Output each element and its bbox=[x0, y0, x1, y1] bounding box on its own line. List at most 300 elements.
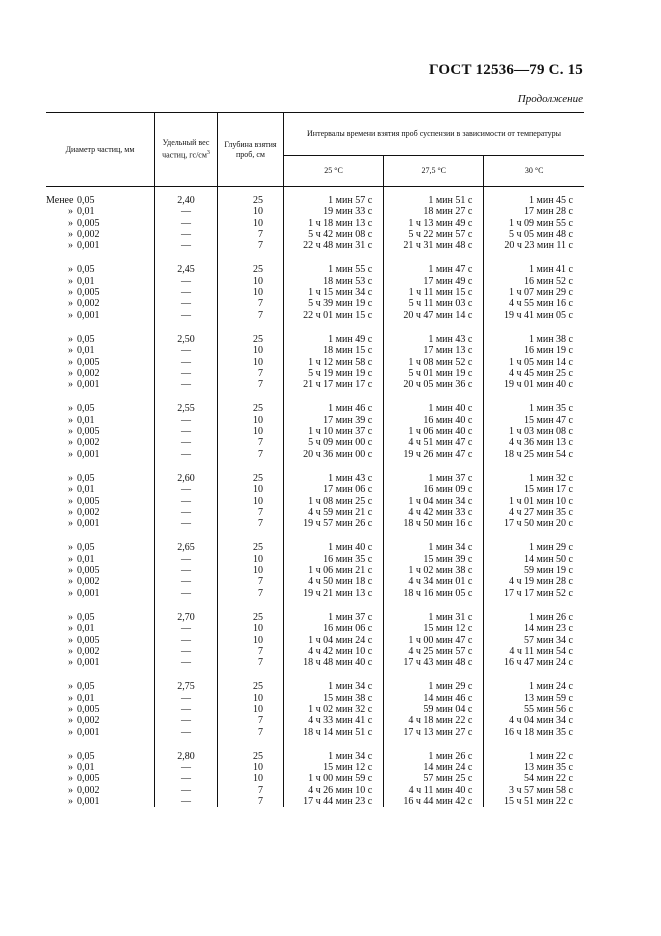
table-row bbox=[46, 287, 584, 298]
diameter-cell bbox=[46, 449, 155, 460]
spacer-cell bbox=[384, 321, 484, 334]
table-row bbox=[46, 240, 584, 251]
time-30-cell: 57 мин 34 с bbox=[484, 635, 584, 646]
table-row bbox=[46, 298, 584, 309]
spacer-cell bbox=[155, 668, 218, 681]
weight-cell: — bbox=[155, 588, 218, 599]
weight-cell: — bbox=[155, 554, 218, 565]
spacer-cell bbox=[284, 460, 384, 473]
table-row bbox=[46, 565, 584, 576]
depth-cell: 25 bbox=[218, 334, 284, 345]
depth-cell: 25 bbox=[218, 195, 284, 206]
diameter-cell bbox=[46, 218, 155, 229]
time-25-cell: 15 мин 38 с bbox=[284, 693, 384, 704]
table-row bbox=[46, 693, 584, 704]
time-27-5-cell: 1 мин 40 с bbox=[384, 403, 484, 414]
spacer-cell bbox=[284, 321, 384, 334]
group-spacer bbox=[46, 599, 584, 612]
diameter-value: 0,01 bbox=[77, 206, 95, 218]
time-27-5-cell: 19 ч 26 мин 47 с bbox=[384, 449, 484, 460]
time-25-cell: 1 мин 40 с bbox=[284, 542, 384, 553]
time-30-cell: 1 мин 26 с bbox=[484, 612, 584, 623]
table-row bbox=[46, 751, 584, 762]
diameter-prefix: » bbox=[68, 762, 73, 774]
time-27-5-cell: 4 ч 25 мин 57 с bbox=[384, 646, 484, 657]
weight-cell: — bbox=[155, 727, 218, 738]
depth-cell: 10 bbox=[218, 206, 284, 217]
time-27-5-cell: 17 ч 13 мин 27 с bbox=[384, 727, 484, 738]
diameter-cell bbox=[46, 298, 155, 309]
time-25-cell: 1 ч 08 мин 25 с bbox=[284, 496, 384, 507]
spacer-cell bbox=[46, 390, 155, 403]
depth-cell: 10 bbox=[218, 484, 284, 495]
time-30-cell: 19 ч 01 мин 40 с bbox=[484, 379, 584, 390]
weight-cell: — bbox=[155, 357, 218, 368]
depth-cell: 25 bbox=[218, 681, 284, 692]
table-row bbox=[46, 704, 584, 715]
weight-cell: 2,65 bbox=[155, 542, 218, 553]
diameter-prefix: » bbox=[68, 367, 73, 379]
diameter-value: 0,001 bbox=[77, 657, 100, 669]
diameter-value: 0,005 bbox=[77, 773, 100, 785]
diameter-cell bbox=[46, 426, 155, 437]
time-25-cell: 1 мин 34 с bbox=[284, 681, 384, 692]
time-27-5-cell: 17 мин 13 с bbox=[384, 345, 484, 356]
diameter-prefix: » bbox=[68, 773, 73, 785]
table-row bbox=[46, 554, 584, 565]
time-25-cell: 19 ч 21 мин 13 с bbox=[284, 588, 384, 599]
spacer-cell bbox=[218, 187, 284, 196]
spacer-cell bbox=[155, 390, 218, 403]
diameter-prefix: » bbox=[68, 542, 73, 554]
time-25-cell: 1 ч 00 мин 59 с bbox=[284, 773, 384, 784]
time-25-cell: 17 ч 44 мин 23 с bbox=[284, 796, 384, 807]
spacer-cell bbox=[484, 460, 584, 473]
spacer-cell bbox=[46, 460, 155, 473]
time-30-cell: 5 ч 05 мин 48 с bbox=[484, 229, 584, 240]
time-27-5-cell: 1 ч 06 мин 40 с bbox=[384, 426, 484, 437]
diameter-prefix: » bbox=[68, 796, 73, 808]
time-27-5-cell: 4 ч 18 мин 22 с bbox=[384, 715, 484, 726]
diameter-value: 0,005 bbox=[77, 287, 100, 299]
diameter-prefix: » bbox=[68, 692, 73, 704]
depth-cell: 7 bbox=[218, 229, 284, 240]
time-25-cell: 1 мин 46 с bbox=[284, 403, 384, 414]
time-25-cell: 1 ч 15 мин 34 с bbox=[284, 287, 384, 298]
weight-cell: 2,70 bbox=[155, 612, 218, 623]
diameter-value: 0,001 bbox=[77, 587, 100, 599]
weight-cell: — bbox=[155, 426, 218, 437]
diameter-cell bbox=[46, 762, 155, 773]
spacer-cell bbox=[155, 599, 218, 612]
time-27-5-cell: 1 мин 37 с bbox=[384, 473, 484, 484]
depth-cell: 10 bbox=[218, 357, 284, 368]
diameter-prefix: » bbox=[68, 611, 73, 623]
diameter-prefix: » bbox=[68, 472, 73, 484]
time-30-cell: 59 мин 19 с bbox=[484, 565, 584, 576]
time-25-cell: 1 мин 34 с bbox=[284, 751, 384, 762]
diameter-cell bbox=[46, 751, 155, 762]
time-30-cell: 4 ч 36 мин 13 с bbox=[484, 437, 584, 448]
time-30-cell: 4 ч 55 мин 16 с bbox=[484, 298, 584, 309]
diameter-prefix: » bbox=[68, 784, 73, 796]
weight-cell: — bbox=[155, 715, 218, 726]
time-27-5-cell: 17 ч 43 мин 48 с bbox=[384, 657, 484, 668]
spacer-cell bbox=[218, 321, 284, 334]
weight-cell: — bbox=[155, 298, 218, 309]
time-27-5-cell: 17 мин 49 с bbox=[384, 276, 484, 287]
time-30-cell: 54 мин 22 с bbox=[484, 773, 584, 784]
weight-cell: — bbox=[155, 785, 218, 796]
spacer-cell bbox=[46, 529, 155, 542]
time-25-cell: 1 ч 12 мин 58 с bbox=[284, 357, 384, 368]
diameter-value: 0,001 bbox=[77, 240, 100, 252]
time-27-5-cell: 5 ч 11 мин 03 с bbox=[384, 298, 484, 309]
diameter-cell bbox=[46, 206, 155, 217]
spacer-cell bbox=[384, 390, 484, 403]
depth-cell: 10 bbox=[218, 623, 284, 634]
table-row bbox=[46, 773, 584, 784]
weight-cell: — bbox=[155, 796, 218, 807]
time-27-5-cell: 5 ч 01 мин 19 с bbox=[384, 368, 484, 379]
diameter-value: 0,01 bbox=[77, 623, 95, 635]
table-row bbox=[46, 403, 584, 414]
time-30-cell: 20 ч 23 мин 11 с bbox=[484, 240, 584, 251]
diameter-cell bbox=[46, 796, 155, 807]
diameter-prefix: » bbox=[68, 287, 73, 299]
spacer-cell bbox=[155, 529, 218, 542]
weight-cell: — bbox=[155, 565, 218, 576]
diameter-value: 0,05 bbox=[77, 195, 95, 206]
diameter-prefix: » bbox=[68, 228, 73, 240]
diameter-value: 0,05 bbox=[77, 403, 95, 415]
table-row bbox=[46, 762, 584, 773]
weight-cell: — bbox=[155, 218, 218, 229]
time-25-cell: 16 мин 06 с bbox=[284, 623, 384, 634]
spacer-cell bbox=[484, 390, 584, 403]
time-27-5-cell: 20 ч 05 мин 36 с bbox=[384, 379, 484, 390]
time-25-cell: 18 ч 48 мин 40 с bbox=[284, 657, 384, 668]
spacer-cell bbox=[484, 599, 584, 612]
time-27-5-cell: 16 мин 40 с bbox=[384, 415, 484, 426]
time-25-cell: 17 мин 06 с bbox=[284, 484, 384, 495]
time-30-cell: 13 мин 59 с bbox=[484, 693, 584, 704]
diameter-cell bbox=[46, 518, 155, 529]
diameter-cell bbox=[46, 542, 155, 553]
time-25-cell: 17 мин 39 с bbox=[284, 415, 384, 426]
depth-cell: 7 bbox=[218, 727, 284, 738]
time-27-5-cell: 1 ч 04 мин 34 с bbox=[384, 496, 484, 507]
weight-cell: — bbox=[155, 287, 218, 298]
table-row bbox=[46, 229, 584, 240]
time-30-cell: 4 ч 04 мин 34 с bbox=[484, 715, 584, 726]
table-row bbox=[46, 715, 584, 726]
table-row bbox=[46, 484, 584, 495]
time-30-cell: 1 мин 29 с bbox=[484, 542, 584, 553]
diameter-prefix: » bbox=[68, 576, 73, 588]
group-spacer bbox=[46, 460, 584, 473]
diameter-prefix: » bbox=[68, 309, 73, 321]
diameter-value: 0,05 bbox=[77, 542, 95, 554]
diameter-cell bbox=[46, 264, 155, 275]
table-row bbox=[46, 345, 584, 356]
diameter-value: 0,002 bbox=[77, 576, 100, 588]
table-row bbox=[46, 785, 584, 796]
diameter-prefix: » bbox=[68, 681, 73, 693]
time-27-5-cell: 4 ч 34 мин 01 с bbox=[384, 576, 484, 587]
diameter-value: 0,001 bbox=[77, 309, 100, 321]
diameter-prefix: » bbox=[68, 379, 73, 391]
diameter-value: 0,01 bbox=[77, 762, 95, 774]
weight-cell: 2,60 bbox=[155, 473, 218, 484]
weight-cell: — bbox=[155, 206, 218, 217]
table-row bbox=[46, 276, 584, 287]
diameter-value: 0,005 bbox=[77, 495, 100, 507]
diameter-value: 0,005 bbox=[77, 565, 100, 577]
time-27-5-cell: 1 ч 08 мин 52 с bbox=[384, 357, 484, 368]
time-30-cell: 16 мин 19 с bbox=[484, 345, 584, 356]
weight-cell: — bbox=[155, 518, 218, 529]
diameter-cell bbox=[46, 195, 155, 206]
diameter-prefix: » bbox=[68, 645, 73, 657]
time-27-5-cell: 18 ч 16 мин 05 с bbox=[384, 588, 484, 599]
depth-cell: 10 bbox=[218, 693, 284, 704]
time-30-cell: 1 мин 41 с bbox=[484, 264, 584, 275]
diameter-cell bbox=[46, 785, 155, 796]
diameter-value: 0,005 bbox=[77, 356, 100, 368]
spacer-cell bbox=[46, 668, 155, 681]
diameter-value: 0,01 bbox=[77, 275, 95, 287]
time-25-cell: 16 мин 35 с bbox=[284, 554, 384, 565]
diameter-cell bbox=[46, 437, 155, 448]
table-row bbox=[46, 426, 584, 437]
time-27-5-cell: 16 мин 09 с bbox=[384, 484, 484, 495]
weight-cell: 2,45 bbox=[155, 264, 218, 275]
diameter-value: 0,002 bbox=[77, 784, 100, 796]
spacer-cell bbox=[218, 668, 284, 681]
time-25-cell: 1 мин 43 с bbox=[284, 473, 384, 484]
time-25-cell: 4 ч 26 мин 10 с bbox=[284, 785, 384, 796]
diameter-prefix: » bbox=[68, 726, 73, 738]
diameter-value: 0,005 bbox=[77, 703, 100, 715]
weight-cell: — bbox=[155, 773, 218, 784]
time-27-5-cell: 16 ч 44 мин 42 с bbox=[384, 796, 484, 807]
weight-cell: — bbox=[155, 657, 218, 668]
spacer-cell bbox=[46, 251, 155, 264]
spacer-cell bbox=[284, 390, 384, 403]
diameter-cell bbox=[46, 496, 155, 507]
weight-cell: — bbox=[155, 635, 218, 646]
depth-cell: 10 bbox=[218, 345, 284, 356]
spacer-cell bbox=[384, 251, 484, 264]
diameter-cell bbox=[46, 612, 155, 623]
diameter-prefix: » bbox=[68, 403, 73, 415]
column-header-weight-text: Удельный вес частиц, гс/см bbox=[162, 138, 210, 160]
time-30-cell: 13 мин 35 с bbox=[484, 762, 584, 773]
table-row bbox=[46, 496, 584, 507]
time-30-cell: 1 мин 45 с bbox=[484, 195, 584, 206]
diameter-value: 0,005 bbox=[77, 217, 100, 229]
time-30-cell: 4 ч 27 мин 35 с bbox=[484, 507, 584, 518]
diameter-cell bbox=[46, 773, 155, 784]
diameter-cell bbox=[46, 368, 155, 379]
spacer-cell bbox=[218, 738, 284, 751]
time-27-5-cell: 1 ч 00 мин 47 с bbox=[384, 635, 484, 646]
time-27-5-cell: 1 мин 26 с bbox=[384, 751, 484, 762]
diameter-cell bbox=[46, 704, 155, 715]
diameter-prefix: » bbox=[68, 495, 73, 507]
weight-cell: — bbox=[155, 437, 218, 448]
table-body bbox=[46, 187, 584, 808]
weight-cell: — bbox=[155, 345, 218, 356]
time-30-cell: 19 ч 41 мин 05 с bbox=[484, 310, 584, 321]
time-27-5-cell: 1 мин 31 с bbox=[384, 612, 484, 623]
time-27-5-cell: 15 мин 12 с bbox=[384, 623, 484, 634]
diameter-cell bbox=[46, 681, 155, 692]
diameter-prefix: » bbox=[68, 750, 73, 762]
spacer-cell bbox=[218, 390, 284, 403]
time-27-5-cell: 1 ч 13 мин 49 с bbox=[384, 218, 484, 229]
time-25-cell: 22 ч 01 мин 15 с bbox=[284, 310, 384, 321]
time-27-5-cell: 14 мин 46 с bbox=[384, 693, 484, 704]
diameter-cell bbox=[46, 276, 155, 287]
column-header-diameter: Диаметр частиц, мм bbox=[46, 113, 155, 187]
time-25-cell: 1 мин 57 с bbox=[284, 195, 384, 206]
diameter-cell bbox=[46, 727, 155, 738]
group-spacer bbox=[46, 251, 584, 264]
table-row bbox=[46, 368, 584, 379]
diameter-value: 0,002 bbox=[77, 298, 100, 310]
time-30-cell: 1 мин 38 с bbox=[484, 334, 584, 345]
table-row bbox=[46, 727, 584, 738]
diameter-prefix: » bbox=[68, 715, 73, 727]
depth-cell: 10 bbox=[218, 496, 284, 507]
time-25-cell: 15 мин 12 с bbox=[284, 762, 384, 773]
diameter-prefix: » bbox=[68, 484, 73, 496]
diameter-cell bbox=[46, 715, 155, 726]
depth-cell: 7 bbox=[218, 785, 284, 796]
time-27-5-cell: 18 мин 27 с bbox=[384, 206, 484, 217]
table-row bbox=[46, 507, 584, 518]
depth-cell: 25 bbox=[218, 542, 284, 553]
time-30-cell: 55 мин 56 с bbox=[484, 704, 584, 715]
time-25-cell: 18 мин 53 с bbox=[284, 276, 384, 287]
diameter-prefix: » bbox=[68, 703, 73, 715]
diameter-cell bbox=[46, 484, 155, 495]
diameter-prefix: » bbox=[68, 553, 73, 565]
weight-cell: 2,50 bbox=[155, 334, 218, 345]
diameter-value: 0,05 bbox=[77, 472, 95, 484]
spacer-cell bbox=[46, 738, 155, 751]
time-25-cell: 4 ч 59 мин 21 с bbox=[284, 507, 384, 518]
spacer-cell bbox=[384, 529, 484, 542]
time-30-cell: 1 мин 32 с bbox=[484, 473, 584, 484]
depth-cell: 7 bbox=[218, 657, 284, 668]
diameter-value: 0,05 bbox=[77, 264, 95, 276]
time-27-5-cell: 4 ч 11 мин 40 с bbox=[384, 785, 484, 796]
table-row bbox=[46, 415, 584, 426]
spacer-cell bbox=[46, 187, 155, 196]
diameter-prefix: » bbox=[68, 275, 73, 287]
spacer-cell bbox=[218, 460, 284, 473]
diameter-value: 0,05 bbox=[77, 681, 95, 693]
column-header-temp-25: 25 °С bbox=[284, 156, 384, 187]
depth-cell: 25 bbox=[218, 751, 284, 762]
diameter-cell bbox=[46, 623, 155, 634]
time-30-cell: 1 ч 07 мин 29 с bbox=[484, 287, 584, 298]
spacer-cell bbox=[155, 321, 218, 334]
time-30-cell: 14 мин 50 с bbox=[484, 554, 584, 565]
time-30-cell: 18 ч 25 мин 54 с bbox=[484, 449, 584, 460]
depth-cell: 7 bbox=[218, 437, 284, 448]
depth-cell: 10 bbox=[218, 276, 284, 287]
weight-cell: — bbox=[155, 415, 218, 426]
table-row bbox=[46, 542, 584, 553]
diameter-prefix: Менее bbox=[46, 195, 74, 206]
diameter-cell bbox=[46, 507, 155, 518]
time-27-5-cell: 21 ч 31 мин 48 с bbox=[384, 240, 484, 251]
diameter-cell bbox=[46, 379, 155, 390]
time-30-cell: 3 ч 57 мин 58 с bbox=[484, 785, 584, 796]
depth-cell: 10 bbox=[218, 635, 284, 646]
table-row bbox=[46, 195, 584, 206]
time-25-cell: 1 мин 49 с bbox=[284, 334, 384, 345]
diameter-cell bbox=[46, 229, 155, 240]
table-row bbox=[46, 635, 584, 646]
diameter-prefix: » bbox=[68, 437, 73, 449]
spacer-cell bbox=[284, 738, 384, 751]
diameter-value: 0,001 bbox=[77, 518, 100, 530]
diameter-prefix: » bbox=[68, 634, 73, 646]
column-header-temp-27-5: 27,5 °С bbox=[384, 156, 484, 187]
diameter-prefix: » bbox=[68, 356, 73, 368]
diameter-cell bbox=[46, 357, 155, 368]
depth-cell: 10 bbox=[218, 415, 284, 426]
weight-cell: — bbox=[155, 368, 218, 379]
weight-cell: — bbox=[155, 449, 218, 460]
weight-cell: — bbox=[155, 576, 218, 587]
weight-cell: — bbox=[155, 693, 218, 704]
diameter-prefix: » bbox=[68, 345, 73, 357]
column-header-weight-sup: 3 bbox=[206, 150, 210, 157]
time-30-cell: 16 ч 47 мин 24 с bbox=[484, 657, 584, 668]
depth-cell: 7 bbox=[218, 576, 284, 587]
table-row bbox=[46, 206, 584, 217]
column-header-intervals: Интервалы времени взятия проб суспензии в зависимости от температуры bbox=[284, 113, 585, 156]
time-27-5-cell: 14 мин 24 с bbox=[384, 762, 484, 773]
spacer-cell bbox=[155, 251, 218, 264]
time-27-5-cell: 1 мин 29 с bbox=[384, 681, 484, 692]
time-25-cell: 5 ч 42 мин 08 с bbox=[284, 229, 384, 240]
diameter-value: 0,002 bbox=[77, 645, 100, 657]
diameter-prefix: » bbox=[68, 623, 73, 635]
diameter-prefix: » bbox=[68, 426, 73, 438]
weight-cell: — bbox=[155, 646, 218, 657]
weight-cell: — bbox=[155, 507, 218, 518]
table-row bbox=[46, 473, 584, 484]
diameter-cell bbox=[46, 657, 155, 668]
table-row bbox=[46, 576, 584, 587]
column-header-depth: Глубина взятия проб, см bbox=[218, 113, 284, 187]
depth-cell: 10 bbox=[218, 218, 284, 229]
time-25-cell: 19 ч 57 мин 26 с bbox=[284, 518, 384, 529]
diameter-prefix: » bbox=[68, 506, 73, 518]
table-row bbox=[46, 623, 584, 634]
time-30-cell: 1 ч 05 мин 14 с bbox=[484, 357, 584, 368]
time-25-cell: 1 мин 55 с bbox=[284, 264, 384, 275]
time-27-5-cell: 1 мин 34 с bbox=[384, 542, 484, 553]
time-27-5-cell: 1 мин 43 с bbox=[384, 334, 484, 345]
